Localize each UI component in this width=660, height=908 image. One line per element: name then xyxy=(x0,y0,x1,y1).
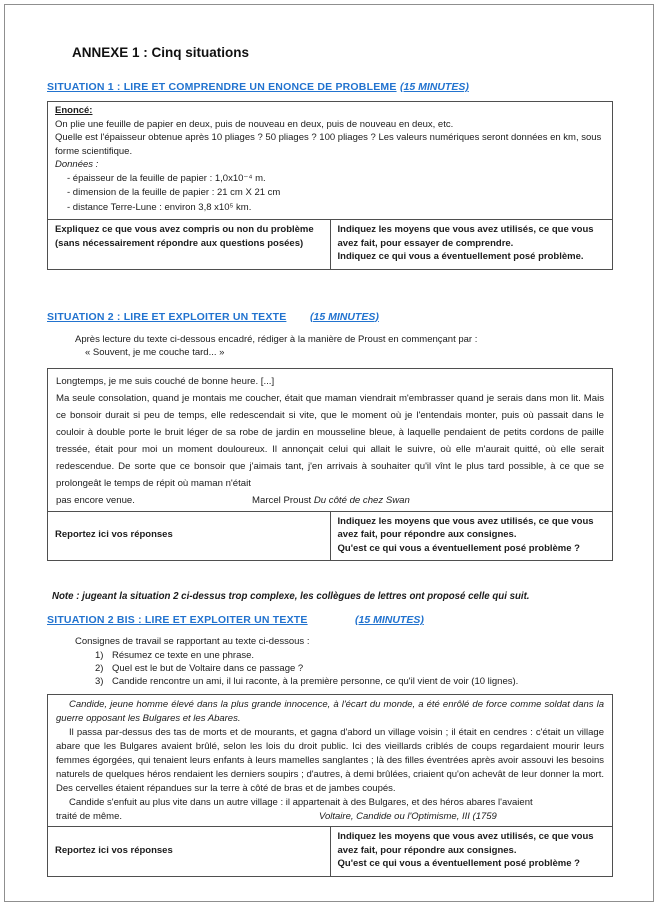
table-row xyxy=(48,220,613,270)
situation2-quote: « Souvent, je me couche tard... » xyxy=(85,347,225,358)
means-line-2: Qu'est ce qui vous a éventuellement posé problème ? xyxy=(337,542,580,554)
situation2-instruction: Après lecture du texte ci-dessous encadré, rédiger à la manière de Proust en commençant par : xyxy=(75,333,478,345)
means-line-1: Indiquez les moyens que vous avez utilisés, ce que vous avez fait, pour répondre aux consignes. xyxy=(337,831,594,856)
explain-instruction-cell: Expliquez ce que vous avez compris ou non du problème (sans nécessairement répondre aux questions posées) xyxy=(48,220,331,270)
situation1-heading-text: SITUATION 1 : LIRE ET COMPRENDRE UN ENONCE DE PROBLEME xyxy=(47,81,397,93)
donnees-label: Données : xyxy=(55,159,99,170)
candide-last-line xyxy=(56,810,604,824)
situation1-table xyxy=(47,101,613,270)
proust-attribution xyxy=(252,492,410,509)
table-row xyxy=(48,695,613,827)
enonce-line-2: Quelle est l'épaisseur obtenue après 10 pliages ? 50 pliages ? 100 pliages ? Les valeurs numériques seront données en km, sous forme scientifique. xyxy=(55,132,602,157)
means-line-2: Indiquez ce qui vous a éventuellement posé problème. xyxy=(337,251,584,262)
table-row xyxy=(48,102,613,220)
situation1-heading xyxy=(47,81,611,93)
candide-intro: Candide, jeune homme élevé dans la plus grande innocence, à l'écart du monde, a été enrôlé de force comme soldat dans la guerre opposant les Bulgares et les Abares. xyxy=(56,699,604,725)
page-title: ANNEXE 1 : Cinq situations xyxy=(72,45,250,60)
table-row xyxy=(48,368,613,511)
candide-text-cell xyxy=(48,695,613,827)
means-line-1: Indiquez les moyens que vous avez utilisés, ce que vous avez fait, pour essayer de comprendre. xyxy=(337,224,594,249)
proust-body: Ma seule consolation, quand je montais me coucher, était que maman viendrait m'embrasser quand je serais dans mon lit. Mais ce bonsoir durait si peu de temps, elle redescendait si vite, que le moment où je l'entendais monter, puis où passait dans le couloir à double porte le bruit léger de sa robe de jardin en mousseline bleue, à laquelle pendaient de petits cordons de paille tressée, était pour moi un moment douloureux. Il annonçait celui qui allait le suivre, où elle m'aurait quitté, où elle serait redescendue. De sorte que ce bonsoir que j'aimais tant, j'en arrivais à souhaiter qu'il vînt le plus tard possible, à ce que se prolongeât le temps de répit où maman n'était xyxy=(56,392,604,489)
donnees-item: - distance Terre-Lune : environ 3,8 x10⁵ km. xyxy=(67,201,252,213)
consignes-intro: Consignes de travail se rapportant au texte ci-dessous : xyxy=(75,636,310,647)
situation2bis-duration: (15 MINUTES) xyxy=(355,614,424,626)
work-title: Du côté de chez Swan xyxy=(313,494,410,506)
enonce-cell xyxy=(48,102,613,220)
situation2-duration: (15 MINUTES) xyxy=(310,310,379,323)
report-answers-cell: Reportez ici vos réponses xyxy=(48,511,331,561)
consigne-text: Résumez ce texte en une phrase. xyxy=(112,649,255,661)
proust-last-words: pas encore venue. xyxy=(56,494,135,506)
situation1-duration: (15 MINUTES) xyxy=(400,81,469,93)
candide-paragraph: Il passa par-dessus des tas de morts et de mourants, et gagna d'abord un village voisin ; il était en cendres : c'était un village abare que les Bulgares avaient brûlé, selon les lois du droit public. Ici des vieillards criblés de coups regardaient mourir leurs femmes égorgées, qui tenaient leurs enfants à leurs mamelles sanglantes ; là des filles éventrées après avoir assouvi les besoins naturels de quelques héros rendaient les derniers soupirs ; d'autres, à demi brûlées, criaient qu'on achevât de leur donner la mort. Des cervelles étaient répandues sur la terre à côté de bras et de jambes coupés. xyxy=(56,727,604,795)
donnees-item: - épaisseur de la feuille de papier : 1,0x10⁻⁴ m. xyxy=(67,172,266,184)
situation2-heading-text: SITUATION 2 : LIRE ET EXPLOITER UN TEXTE xyxy=(47,310,287,323)
enonce-line-1: On plie une feuille de papier en deux, puis de nouveau en deux, puis de nouveau en deux, etc. xyxy=(55,118,454,130)
proust-table xyxy=(47,368,613,562)
candide-attribution: Voltaire, Candide ou l'Optimisme, III (1759 xyxy=(319,811,497,823)
candide-table xyxy=(47,694,613,877)
consigne-number: 2) xyxy=(95,662,104,674)
situation2-heading xyxy=(47,311,611,323)
report-answers-cell: Reportez ici vos réponses xyxy=(48,827,331,877)
author-name: Marcel Proust xyxy=(252,494,314,506)
proust-last-line xyxy=(56,492,604,509)
consigne-text: Quel est le but de Voltaire dans ce passage ? xyxy=(112,662,304,674)
document-page xyxy=(4,4,654,902)
proust-first-line: Longtemps, je me suis couché de bonne heure. [...] xyxy=(56,375,275,387)
means-line-1: Indiquez les moyens que vous avez utilisés, ce que vous avez fait, pour répondre aux consignes. xyxy=(337,515,594,540)
page-content xyxy=(5,45,653,877)
candide-last-words: traité de même. xyxy=(56,811,122,823)
candide-paragraph: Candide s'enfuit au plus vite dans un autre village : il appartenait à des Bulgares, et des héros abares l'avaient xyxy=(69,797,533,809)
means-line-2: Qu'est ce qui vous a éventuellement posé problème ? xyxy=(337,858,580,870)
donnees-item: - dimension de la feuille de papier : 21 cm X 21 cm xyxy=(67,187,281,198)
consigne-number: 1) xyxy=(95,649,104,661)
proust-text-cell xyxy=(48,368,613,511)
situation2bis-heading xyxy=(47,614,611,626)
situation2bis-heading-text: SITUATION 2 BIS : LIRE ET EXPLOITER UN TEXTE xyxy=(47,614,308,626)
consigne-text: Candide rencontre un ami, il lui raconte, à la première personne, ce qu'il vient de voir (10 lignes). xyxy=(112,675,519,687)
consigne-item xyxy=(95,649,611,662)
consigne-item xyxy=(95,662,611,675)
consigne-item xyxy=(95,675,611,688)
table-row xyxy=(48,511,613,561)
table-row xyxy=(48,827,613,877)
enonce-label: Enoncé: xyxy=(55,105,93,116)
consigne-number: 3) xyxy=(95,675,104,687)
means-instruction-cell xyxy=(330,220,613,270)
means-instruction-cell xyxy=(330,827,613,877)
means-instruction-cell xyxy=(330,511,613,561)
note-text: Note : jugeant la situation 2 ci-dessus trop complexe, les collègues de lettres ont proposé celle qui suit. xyxy=(52,591,530,602)
